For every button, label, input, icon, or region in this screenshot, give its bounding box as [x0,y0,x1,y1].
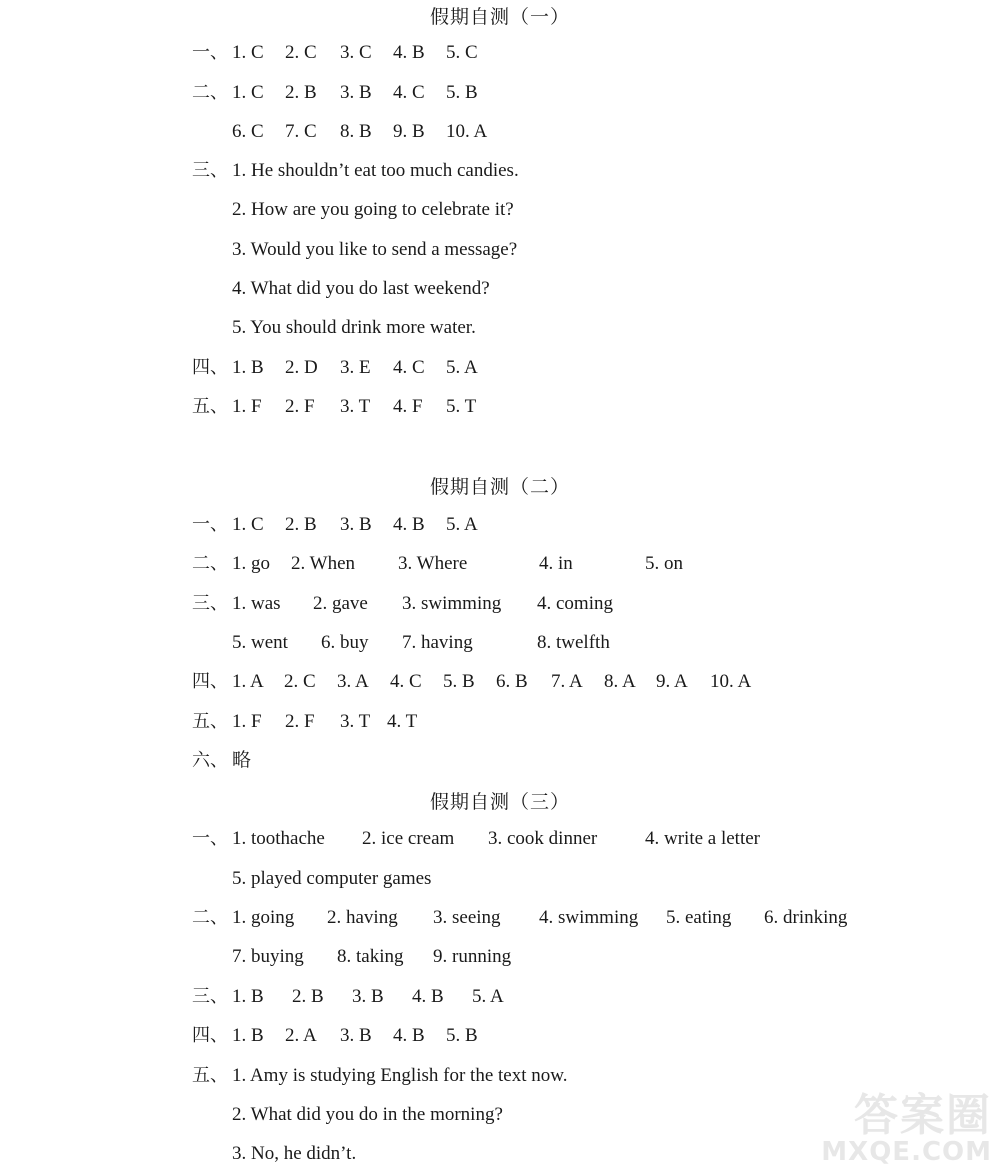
answer-item: 5. B [446,1025,478,1046]
answer-item: 9. B [393,121,425,142]
answer-item: 3. seeing [433,907,501,928]
section-title: 假期自测（一） [429,6,570,28]
answer-item: 4. C [393,357,425,378]
question-group-label: 一、 [192,828,228,849]
answer-item: 5. went [232,632,288,653]
answer-item: 3. E [340,357,371,378]
answer-row [0,826,1000,852]
answer-item: 2. ice cream [362,828,455,849]
answer-item: 1. go [232,553,270,574]
answer-row [0,630,1000,656]
watermark-text-bottom: MXQE.COM [821,1137,992,1167]
answer-item: 3. Where [398,553,468,574]
answer-item: 7. A [551,671,583,692]
answer-item: 8. taking [337,946,404,967]
answer-item: 3. B [340,514,372,535]
answer-item: 4. write a letter [645,828,761,849]
answer-item: 4. B [412,986,444,1007]
answer-item: 1. C [232,42,264,63]
watermark-text-top: 答案圈 [854,1090,992,1141]
answer-item: 2. B [285,82,317,103]
answer-item: 7. C [285,121,317,142]
answer-item: 3. B [340,82,372,103]
question-group-label: 三、 [192,986,228,1007]
answer-row [0,1023,1000,1049]
answer-item: 3. No, he didn’t. [232,1143,357,1164]
answer-row [0,158,1000,184]
answer-item: 5. T [446,396,477,417]
answer-item: 6. buy [321,632,369,653]
answer-row [0,512,1000,538]
answer-item: 2. How are you going to celebrate it? [232,199,514,220]
answer-item: 5. played computer games [232,868,432,889]
answer-item: 5. eating [666,907,732,928]
answer-item: 1. B [232,357,264,378]
answer-item: 4. in [539,553,573,574]
answer-item: 2. A [285,1025,317,1046]
answer-item: 1. C [232,514,264,535]
answer-item: 3. T [340,711,371,732]
answer-row [0,551,1000,577]
answer-row [0,944,1000,970]
answer-row [0,748,1000,774]
answer-item: 3. cook dinner [488,828,598,849]
answer-item: 5. You should drink more water. [232,317,476,338]
answer-item: 10. A [446,121,488,142]
answer-item: 略 [232,750,252,771]
answer-item: 2. gave [313,593,368,614]
answer-item: 7. buying [232,946,304,967]
answer-item: 3. B [340,1025,372,1046]
watermark-logo [802,1079,992,1167]
answer-item: 6. drinking [764,907,848,928]
answer-row [0,984,1000,1010]
answer-row [0,237,1000,263]
question-group-label: 三、 [192,160,228,181]
question-group-label: 六、 [192,750,228,771]
question-group-label: 二、 [192,553,228,574]
answer-item: 2. F [285,396,315,417]
answer-item: 4. T [387,711,418,732]
answer-item: 1. was [232,593,281,614]
answer-item: 4. B [393,42,425,63]
answer-item: 2. having [327,907,398,928]
answer-item: 8. B [340,121,372,142]
answer-item: 7. having [402,632,473,653]
section-title: 假期自测（二） [429,476,570,498]
answer-row [0,40,1000,66]
answer-item: 4. swimming [539,907,639,928]
answer-item: 1. B [232,986,264,1007]
answer-row [0,669,1000,695]
answer-item: 4. C [393,82,425,103]
answer-item: 5. A [446,514,478,535]
answer-item: 5. A [472,986,504,1007]
answer-row [0,591,1000,617]
answer-item: 4. C [390,671,422,692]
answer-item: 4. F [393,396,423,417]
answer-row [0,197,1000,223]
question-group-label: 五、 [192,1065,228,1086]
answer-item: 2. What did you do in the morning? [232,1104,503,1125]
answer-row [0,355,1000,381]
answer-item: 2. D [285,357,318,378]
answer-item: 1. C [232,82,264,103]
answer-item: 4. B [393,1025,425,1046]
question-group-label: 四、 [192,357,228,378]
answer-row [0,315,1000,341]
answer-item: 1. F [232,396,262,417]
answer-row [0,709,1000,735]
answer-item: 5. A [446,357,478,378]
question-group-label: 一、 [192,42,228,63]
answer-row [0,905,1000,931]
answer-item: 5. B [446,82,478,103]
answer-item: 3. T [340,396,371,417]
answer-item: 1. going [232,907,295,928]
answer-item: 3. B [352,986,384,1007]
answer-item: 5. on [645,553,683,574]
answer-item: 2. F [285,711,315,732]
answer-item: 6. C [232,121,264,142]
answer-item: 3. Would you like to send a message? [232,239,518,260]
answer-item: 5. C [446,42,478,63]
answer-item: 3. swimming [402,593,502,614]
section-title: 假期自测（三） [429,791,570,813]
answer-item: 6. B [496,671,528,692]
answer-item: 9. running [433,946,512,967]
answer-item: 2. C [285,42,317,63]
answer-row [0,394,1000,420]
answer-item: 3. C [340,42,372,63]
question-group-label: 五、 [192,396,228,417]
answer-item: 3. A [337,671,369,692]
answer-item: 4. coming [537,593,613,614]
question-group-label: 四、 [192,1025,228,1046]
answer-item: 2. B [285,514,317,535]
answer-item: 10. A [710,671,752,692]
question-group-label: 五、 [192,711,228,732]
answer-item: 9. A [656,671,688,692]
answer-row [0,866,1000,892]
question-group-label: 四、 [192,671,228,692]
answer-item: 5. B [443,671,475,692]
answer-item: 1. A [232,671,264,692]
answer-item: 1. F [232,711,262,732]
answer-row [0,119,1000,145]
question-group-label: 三、 [192,593,228,614]
answer-item: 2. C [284,671,316,692]
answer-row [0,276,1000,302]
question-group-label: 二、 [192,907,228,928]
answer-item: 1. Amy is studying English for the text now. [232,1065,568,1086]
answer-item: 8. twelfth [537,632,610,653]
answer-item: 2. B [292,986,324,1007]
question-group-label: 二、 [192,82,228,103]
answer-item: 8. A [604,671,636,692]
answer-row [0,80,1000,106]
answer-item: 2. When [291,553,356,574]
answer-item: 1. B [232,1025,264,1046]
answer-item: 1. toothache [232,828,325,849]
answer-item: 4. B [393,514,425,535]
answer-item: 1. He shouldn’t eat too much candies. [232,160,519,181]
question-group-label: 一、 [192,514,228,535]
answer-item: 4. What did you do last weekend? [232,278,490,299]
